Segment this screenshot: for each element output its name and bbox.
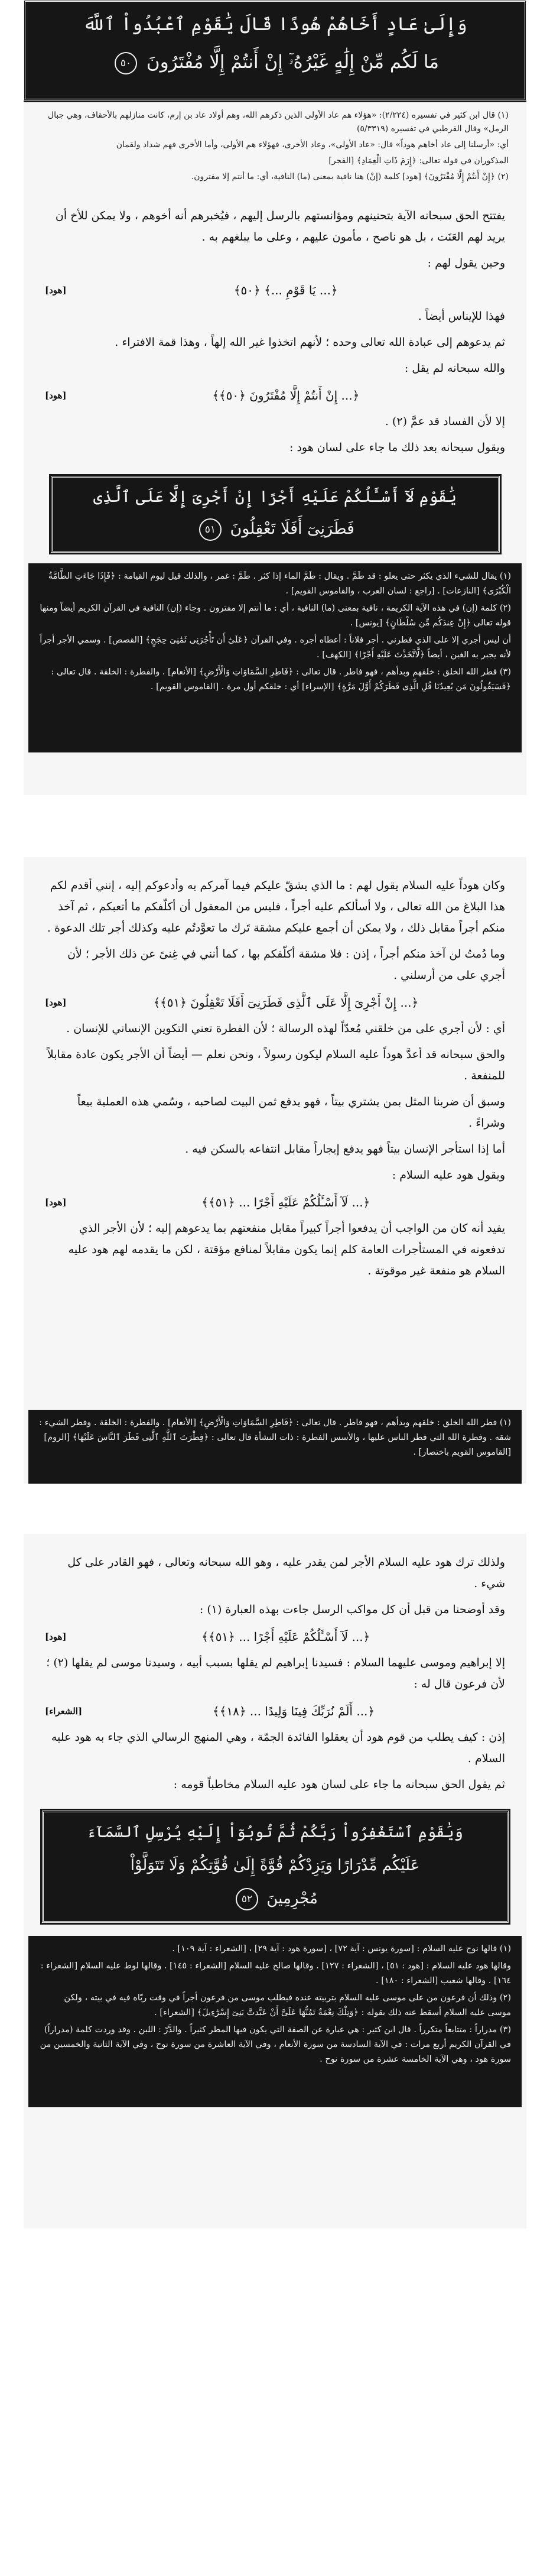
- verse-line: وَيَٰقَوْمِ ٱسْتَغْفِرُواْ رَبَّكُمْ ثُمَّ تُوبُوٓاْ إِلَيْهِ يُرْسِلِ ٱلسَّمَآءَ: [87, 1824, 463, 1841]
- footnote: (١) قالها نوح عليه السلام : [سورة يونس : آية ٧٢] ، [سورة هود : آية ٢٩] ، [الشعراء : آية ١٠٩] .: [172, 1944, 511, 1954]
- paragraph: والله سبحانه لم يقل :: [404, 362, 505, 375]
- page-2: [24, 857, 526, 1484]
- verse-line: مُجْرِمِينَ ٥٢: [52, 1882, 499, 1915]
- verse-quote: ﴿... أَلَمْ نُرَبِّكَ فِينَا وَلِيدًا ... ﴿١٨﴾﴾ [الشعراء]: [45, 1699, 505, 1723]
- footnotes-box: [28, 1936, 522, 2107]
- paragraph: إذن : كيف يطلب من قوم هود أن يعقلوا الفائدة الجمّة ، وهي المنهج الرسالي الذي جاء به هود عليه السلام .: [51, 1731, 505, 1765]
- paragraph: وسبق أن ضربنا المثل بمن يشتري بيتاً ، فهو يدفع ثمن البيت لصاحبه ، وسُمي هذه العملية بيعاً وشراءً .: [77, 1095, 505, 1130]
- paragraph: وحين يقول لهم :: [427, 257, 505, 270]
- verse-line: عَلَيْكُم مِّدْرَارًا وَيَزِدْكُمْ قُوَّةً إِلَىٰ قُوَّتِكُمْ وَلَا تَتَوَلَّوْاْ: [130, 1857, 420, 1874]
- commentary-body: [24, 1534, 526, 1811]
- verse-quote: ﴿... إِنْ أَنتُمْ إِلَّا مُفْتَرُونَ ﴿٥٠﴾﴾ [هود]: [45, 384, 505, 407]
- sura-reference: [هود]: [45, 390, 67, 401]
- paragraph: ولذلك ترك هود عليه السلام الأجر لمن يقدر عليه ، وهو الله سبحانه وتعالى ، فهو القادر على كل شيء .: [67, 1556, 505, 1590]
- page-3: [24, 1534, 526, 2228]
- sura-reference: [هود]: [45, 997, 67, 1008]
- verse-line: يَٰقَوْمِ لَآ أَسْـَٔلُكُمْ عَلَيْهِ أَجْرًا إِنْ أَجْرِىَ إِلَّا عَلَى ٱلَّذِى: [93, 488, 457, 506]
- footnote: (٣) فطر الله الخلق : خلقهم وبدأهم ، فهو فاطر . قال تعالى : ﴿فَاطِرِ السَّمَاوَاتِ وَالْأَرْضِ﴾ [الأنعام] . والفطرة : الخلقة . قال تعالى : ﴿فَسَيَقُولُونَ مَن يُعِيدُنَا قُلِ الَّذِى فَطَرَكُمْ أَوَّلَ مَرَّةٍ﴾ [الإسراء] أي : خلقكم أول مرة . [القاموس القويم] .: [51, 667, 511, 692]
- verse-line: مَا لَكُم مِّنْ إِلَٰهٍ غَيْرُهُۥٓ إِنْ أَنتُمْ إِلَّا مُفْتَرُونَ ٥٠: [34, 43, 516, 81]
- paragraph: ويقول هود عليه السلام :: [392, 1169, 505, 1182]
- footnote: (٣) مدراراً : متتابعاً متكرراً . قال ابن كثير : هي عبارة عن الصفة التي يكون فيها المطر كثيراً . والدَّرّ : اللبن . وقد وردت كلمة (مدراراً) في القرآن الكريم أربع مرات : في الآية السادسة من سورة الأنعام ، وفي الآية العاشرة من سورة نوح ، وفي الآية الثانية والخمسين من سورة هود ، وهي الآية الخامسة عشرة من سورة نوح .: [40, 2025, 511, 2064]
- footnote: وقالها هود عليه السلام : [هود : ٥١] ، [الشعراء : ١٢٧] . وقالها صالح عليه السلام [الشعراء : ١٤٥] . وقالها لوط عليه السلام [الشعراء : ١٦٤] . وقالها شعيب [الشعراء : ١٨٠] .: [40, 1961, 511, 1985]
- quran-verse-banner: [51, 476, 500, 553]
- note-text: (٢) ﴿إِنْ أَنتُمْ إِلَّا مُفْتَرُونَ﴾ [هود] كلمة (إنْ) هنا نافية بمعنى (ما) النافية، أي: ما أنتم إلا مفترون.: [191, 172, 509, 181]
- paragraph: أما إذا استأجر الإنسان بيتاً فهو يدفع إيجاراً مقابل انتفاعه بالسكن فيه .: [185, 1143, 505, 1156]
- footnote: (١) فطر الله الخلق : خلقهم وبدأهم ، فهو فاطر . قال تعالى : ﴿فَاطِرِ السَّمَاوَاتِ وَالْأَرْضِ﴾ [الأنعام] . والفطرة : الخلقة . وفطر الشيء : شقه . وفطرة الله التي فطر الناس عليها ، والأسس الفطرة : ذات النشأة قال تعالى : ﴿فِطْرَتَ ٱللَّهِ ٱلَّتِى فَطَرَ ٱلنَّاسَ عَلَيْهَا﴾ [الروم] [القاموس القويم باختصار] .: [39, 1418, 511, 1457]
- footnote: أن ليس أجري إلا على الذي فطرني . أجر فلاناً : أعطاه أجره . وفي القرآن ﴿عَلَىٰٓ أَن تَأْجُرَنِى ثَمَٰنِىَ حِجَجٍ﴾ [القصص] . وسمي الأجر أجراً لأنه يجبر به الغبن ، أيضاً ﴿لَّاتَّخَذْتَ عَلَيْهِ أَجْرًا﴾ [الكهف] .: [40, 635, 511, 660]
- verse-quote: ﴿... إِنْ أَجْرِىَ إِلَّا عَلَى ٱلَّذِى فَطَرَنِىٓ أَفَلَا تَعْقِلُونَ ﴿٥١﴾﴾ [هود]: [45, 991, 505, 1014]
- quran-verse-banner: [42, 1811, 509, 1923]
- paragraph: ثم يدعوهم إلى عبادة الله تعالى وحده ؛ لأنهم اتخذوا غير الله إلهاً ، وهذا قمة الافتراء .: [115, 336, 505, 349]
- paragraph: أي : لأن أجري على من خلقني مُعدّاً لهذه الرسالة ؛ لأن الفطرة تعني التكوين الإنساني للإنسان .: [66, 1022, 505, 1035]
- quran-verse-banner: [24, 0, 526, 100]
- paragraph: إلا إبراهيم وموسى عليهما السلام : فسيدنا إبراهيم لم يقلها بسبب أبيه ، وسيدنا موسى لم يقلها (٢) ؛ لأن فرعون قال له :: [46, 1656, 505, 1691]
- verse-quote: ﴿... لَآ أَسْـَٔلُكُمْ عَلَيْهِ أَجْرًا ... ﴿٥١﴾﴾ [هود]: [45, 1190, 505, 1214]
- ayah-number: ٥٠: [115, 52, 137, 74]
- paragraph: فهذا للإيناس أيضاً .: [418, 310, 505, 323]
- note-text: المذكوران في قوله تعالى: ﴿إِرَمَ ذَاتِ الْعِمَادِ﴾ [الفجر]: [328, 156, 509, 166]
- paragraph: يفيد أنه كان من الواجب أن يدفعوا أجراً كبيراً مقابل منفعتهم بما يدعوهم إليه ؛ لأن الأجر الذي تدفعونه في المستأجرات العامة كلم إنما يكون مقابلاً لمنافع مؤقتة ، لكن ما يقدمه لهم هود عليه السلام هو منفعة غير موقوتة .: [68, 1222, 505, 1277]
- verse-quote: ﴿... لَآ أَسْـَٔلُكُمْ عَلَيْهِ أَجْرًا ... ﴿٥١﴾﴾ [هود]: [45, 1625, 505, 1649]
- paragraph: وكان هوداً عليه السلام يقول لهم : ما الذي يشقّ عليكم فيما آمركم به وأدعوكم إليه ، إنني أقدم لكم هذا البلاغ من الله تعالى ، ولا أسألكم عليه أجراً ، فليس من المعقول أن أكلّفكم ما أتعبكم ، ثم آخذ منكم أجراً مقابل ذلك ، ولا يمكن أن أجمع عليكم مشقة تَرك ما تعوَّدتُم عليه وكذلك أجر تلك الدعوة .: [47, 879, 505, 935]
- footnote: (١) يقال للشيء الذي يكثر حتى يعلو : قد طَمَّ . ويقال : طَمَّ الماء إذا كثر . طَمَّ : غمر ، والذلك قيل ليوم القيامة : ﴿فَإِذَا جَاءَتِ الطَّامَّةُ الْكُبْرَى﴾ [النازعات] . [راجع : لسان العرب ، والقاموس القويم] .: [48, 572, 511, 596]
- paragraph: إلا لأن الفساد قد عمَّ (٢) .: [385, 415, 505, 428]
- ayah-number: ٥٢: [236, 1888, 258, 1910]
- footnote: (٢) كلمة (إن) في هذه الآية الكريمة ، نافية بمعنى (ما) النافية ، أي : ما أنتم إلا مفترون . وجاء (إن) النافية في القرآن الكريم أيضاً ومنها قوله تعالى ﴿إِنْ عِندَكُم مِّن سُلْطَانٍ﴾ [يونس] .: [40, 604, 511, 628]
- note-text: (١) قال ابن كثير في تفسيره (٢/٢٢٤): «هؤلاء هم عاد الأولى الذين ذكرهم الله، وهم أولاد عاد بن إرم، كانت منازلهم بالأحقاف، وهي جبال الرمل» وقال القرطبي في تفسيره (٥/٣٣١٩): [47, 111, 509, 134]
- verse-line: وَإِلَىٰ عَادٍ أَخَاهُمْ هُودًا قَالَ يَٰقَوْمِ ٱعْبُدُواْ ٱللَّهَ: [83, 14, 467, 35]
- sura-reference: [الشعراء]: [45, 1706, 83, 1717]
- paragraph: يفتتح الحق سبحانه الآية بتحنينهم ومؤانستهم بالرسل إليهم ، فيُخبرهم أنه أخوهم ، ولا يمكن للأخ أن يريد لهم العَنَت ، بل هو ناصح ، مأمون عليهم ، وعلى ما يبلغهم به .: [55, 209, 505, 244]
- note-text: أي: «أرسلنا إلى عاد أخاهم هوداً» قال: «عاد الأولى»، وعاد الأخرى، فهؤلاء هم الأولى، وأما الأخرى فهم شداد ولقمان: [116, 140, 509, 150]
- sura-reference: [هود]: [45, 1197, 67, 1208]
- paragraph: والحق سبحانه قد أعدَّ هوداً عليه السلام ليكون رسولاً ، ونحن نعلم — أيضاً أن الأجر يكون عادة مقابلاً للمنفعة .: [47, 1048, 505, 1082]
- sura-reference: [هود]: [45, 285, 67, 296]
- paragraph: ويقول سبحانه بعد ذلك ما جاء على لسان هود :: [289, 441, 505, 454]
- commentary-body: [24, 194, 526, 473]
- footnote: (٢) وذلك أن فرعون من على موسى عليه السلام بتربيته عنده فيطلب موسى من فرعون أجراً في وقت ربّاه فيه في بيته ، ولكن موسى عليه السلام أسقط عنه ذلك بقوله : ﴿وَتِلْكَ نِعْمَةٌ تَمُنُّهَا عَلَىَّ أَنْ عَبَّدتَّ بَنِىٓ إِسْرَٰٓءِيلَ﴾ [الشعراء] .: [64, 1993, 511, 2017]
- paragraph: ثم يقول الحق سبحانه ما جاء على لسان هود عليه السلام مخاطباً قومه :: [173, 1778, 505, 1791]
- page-1: [24, 0, 526, 795]
- verse-quote: ﴿... يَا قَوْمِ ...﴾ ﴿٥٠﴾ [هود]: [45, 278, 505, 302]
- paragraph: وقد أوضحنا من قبل أن كل مواكب الرسل جاءت بهذه العبارة (١) :: [199, 1603, 505, 1616]
- footnotes-box: [28, 563, 522, 752]
- verse-line: فَطَرَنِىٓ أَفَلَا تَعْقِلُونَ ٥١: [61, 513, 490, 545]
- ayah-number: ٥١: [199, 518, 222, 541]
- sura-reference: [هود]: [45, 1631, 67, 1642]
- commentary-body: [24, 857, 526, 1297]
- paragraph: وما دُمتُ لن آخذ منكم أجراً ، إذن : فلا مشقة أكلّفكم بها ، كما أنني في غِنىً عن ذلك الأجر ؛ لأن أجري على من أرسلني .: [67, 948, 505, 982]
- footnotes-box: [28, 1410, 522, 1484]
- top-notes: [24, 100, 526, 194]
